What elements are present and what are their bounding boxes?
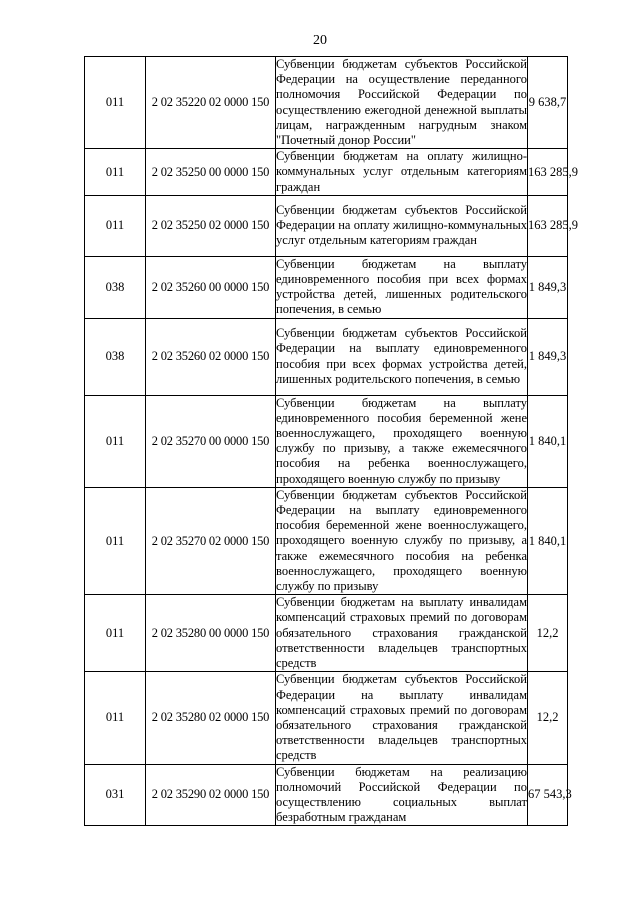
budget-class-code-cell: 2 02 35270 00 0000 150	[146, 395, 276, 487]
admin-code-cell: 011	[85, 57, 146, 149]
amount-cell: 67 543,3	[528, 764, 568, 826]
table-row	[85, 487, 568, 594]
amount-cell: 1 849,3	[528, 256, 568, 318]
table-row	[85, 195, 568, 256]
amount-cell: 1 840,1	[528, 395, 568, 487]
revenue-name-cell: Субвенции бюджетам субъектов Российской Федерации на выплату инвалидам компенсаций страховых премий по договорам обязательного страхования гражданской ответственности владельцев транспортных средств	[276, 672, 527, 763]
revenue-name-cell: Субвенции бюджетам субъектов Российской Федерации на осуществление переданного полномочия Российской Федерации по осуществлению ежегодной денежной выплаты лицам, награжденным нагрудным знаком "Почетный донор России"	[276, 57, 527, 148]
admin-code-cell: 011	[85, 487, 146, 594]
table-body	[85, 57, 578, 826]
admin-code-cell: 038	[85, 318, 146, 395]
budget-table	[84, 56, 578, 826]
admin-code-cell: 011	[85, 195, 146, 256]
budget-class-code-cell: 2 02 35260 02 0000 150	[146, 318, 276, 395]
revenue-name-cell: Субвенции бюджетам на выплату инвалидам компенсаций страховых премий по договорам обязательного страхования гражданской ответственности владельцев транспортных средств	[276, 595, 527, 671]
amount-cell: 163 285,9	[528, 195, 568, 256]
amount-cell: 12,2	[528, 672, 568, 764]
revenue-name-cell: Субвенции бюджетам на оплату жилищно-коммунальных услуг отдельным категориям граждан	[276, 149, 527, 194]
revenue-name-cell: Субвенции бюджетам субъектов Российской Федерации на выплату единовременного пособия при всех формах устройства детей, лишенных родительского попечения, в семью	[276, 318, 528, 395]
budget-class-code-cell: 2 02 35290 02 0000 150	[146, 764, 276, 826]
admin-code-cell: 011	[85, 672, 146, 764]
amount-cell: 12,2	[528, 595, 568, 672]
table-row	[85, 764, 568, 826]
revenue-name-cell: Субвенции бюджетам субъектов Российской Федерации на оплату жилищно-коммунальных услуг отдельным категориям граждан	[276, 195, 528, 256]
budget-class-code-cell: 2 02 35270 02 0000 150	[146, 487, 276, 594]
admin-code-cell: 011	[85, 149, 146, 196]
revenue-name-cell: Субвенции бюджетам субъектов Российской Федерации на выплату единовременного пособия беременной жене военнослужащего, проходящего военную службу по призыву, а также ежемесячного пособия на ребенка военнослужащего, проходящего военную службу по призыву	[276, 487, 527, 594]
admin-code-cell: 011	[85, 395, 146, 487]
table-row	[85, 595, 568, 672]
table-row	[85, 395, 568, 487]
revenue-name-cell: Субвенции бюджетам на выплату единовременного пособия беременной жене военнослужащего, проходящего военную службу по призыву, а также ежемесячного пособия на ребенка военнослужащего, проходящего военную службу по призыву	[276, 395, 527, 486]
budget-class-code-cell: 2 02 35220 02 0000 150	[146, 57, 276, 149]
budget-class-code-cell: 2 02 35260 00 0000 150	[146, 256, 276, 318]
table-row	[85, 672, 568, 764]
revenue-name-cell: Субвенции бюджетам на реализацию полномочий Российской Федерации по осуществлению социальных выплат безработным гражданам	[276, 764, 527, 825]
table-row	[85, 57, 568, 149]
amount-cell: 163 285,9	[528, 149, 568, 196]
amount-cell: 1 840,1	[528, 487, 568, 594]
admin-code-cell: 011	[85, 595, 146, 672]
budget-class-code-cell: 2 02 35250 00 0000 150	[146, 149, 276, 196]
table-row	[85, 256, 568, 318]
revenue-name-cell: Субвенции бюджетам на выплату единовременного пособия при всех формах устройства детей, лишенных родительского попечения, в семью	[276, 256, 527, 317]
budget-class-code-cell: 2 02 35280 02 0000 150	[146, 672, 276, 764]
table-row	[85, 149, 568, 196]
admin-code-cell: 031	[85, 764, 146, 826]
page-number: 20	[313, 33, 327, 48]
budget-class-code-cell: 2 02 35280 00 0000 150	[146, 595, 276, 672]
amount-cell: 1 849,3	[528, 318, 568, 395]
admin-code-cell: 038	[85, 256, 146, 318]
table-row	[85, 318, 568, 395]
amount-cell: 9 638,7	[528, 57, 568, 149]
budget-class-code-cell: 2 02 35250 02 0000 150	[146, 195, 276, 256]
